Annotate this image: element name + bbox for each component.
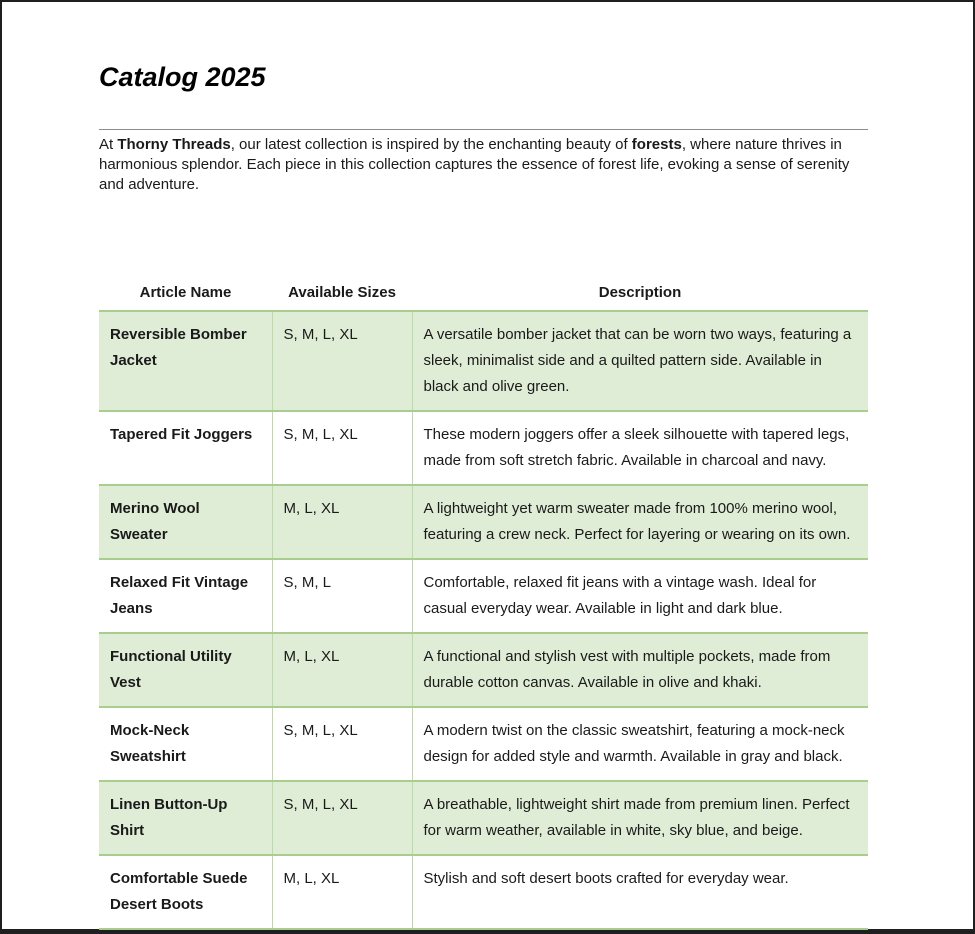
sizes-cell: S, M, L, XL: [272, 707, 412, 781]
description-cell: A modern twist on the classic sweatshirt, featuring a mock-neck design for added style and warmth. Available in gray and black.: [412, 707, 868, 781]
table-row: [99, 707, 868, 781]
sizes-cell: S, M, L, XL: [272, 781, 412, 855]
intro-text: , our latest collection is inspired by the enchanting beauty of: [230, 136, 632, 153]
table-body: [99, 311, 868, 929]
article-name-cell: Functional Utility Vest: [99, 633, 272, 707]
intro-bold-text: Thorny Threads: [117, 136, 231, 153]
article-name-cell: Linen Button-Up Shirt: [99, 781, 272, 855]
column-header-article-name: Article Name: [99, 279, 272, 311]
article-name-cell: Relaxed Fit Vintage Jeans: [99, 559, 272, 633]
table-header-row: [99, 279, 868, 311]
column-header-description: Description: [412, 279, 868, 311]
description-cell: A versatile bomber jacket that can be worn two ways, featuring a sleek, minimalist side and a quilted pattern side. Available in black and olive green.: [412, 311, 868, 411]
catalog-table: [99, 279, 868, 930]
table-row: [99, 311, 868, 411]
sizes-cell: M, L, XL: [272, 485, 412, 559]
sizes-cell: S, M, L: [272, 559, 412, 633]
description-cell: A lightweight yet warm sweater made from 100% merino wool, featuring a crew neck. Perfect for layering or wearing on its own.: [412, 485, 868, 559]
page-title: Catalog 2025: [99, 62, 266, 92]
article-name-cell: Mock-Neck Sweatshirt: [99, 707, 272, 781]
description-cell: These modern joggers offer a sleek silhouette with tapered legs, made from soft stretch fabric. Available in charcoal and navy.: [412, 411, 868, 485]
article-name-cell: Merino Wool Sweater: [99, 485, 272, 559]
table-row: [99, 855, 868, 929]
column-header-available-sizes: Available Sizes: [272, 279, 412, 311]
description-cell: A breathable, lightweight shirt made from premium linen. Perfect for warm weather, available in white, sky blue, and beige.: [412, 781, 868, 855]
description-cell: Stylish and soft desert boots crafted for everyday wear.: [412, 855, 868, 929]
sizes-cell: M, L, XL: [272, 855, 412, 929]
table-row: [99, 781, 868, 855]
intro-text: , where nature thrives in harmonious splendor. Each piece in this collection captures the essence of forest life, evoking a sense of serenity and adventure.: [99, 136, 850, 193]
sizes-cell: S, M, L, XL: [272, 411, 412, 485]
intro-bold-text: forests: [631, 136, 682, 153]
intro-text: At: [99, 136, 118, 153]
page-content: [99, 2, 868, 930]
description-cell: Comfortable, relaxed fit jeans with a vintage wash. Ideal for casual everyday wear. Available in light and dark blue.: [412, 559, 868, 633]
table-row: [99, 485, 868, 559]
table-row: [99, 411, 868, 485]
sizes-cell: S, M, L, XL: [272, 311, 412, 411]
article-name-cell: Reversible Bomber Jacket: [99, 311, 272, 411]
description-cell: A functional and stylish vest with multiple pockets, made from durable cotton canvas. Available in olive and khaki.: [412, 633, 868, 707]
intro-paragraph: [99, 135, 868, 195]
table-row: [99, 559, 868, 633]
horizontal-rule: [99, 129, 868, 130]
article-name-cell: Tapered Fit Joggers: [99, 411, 272, 485]
article-name-cell: Comfortable Suede Desert Boots: [99, 855, 272, 929]
sizes-cell: M, L, XL: [272, 633, 412, 707]
table-row: [99, 633, 868, 707]
